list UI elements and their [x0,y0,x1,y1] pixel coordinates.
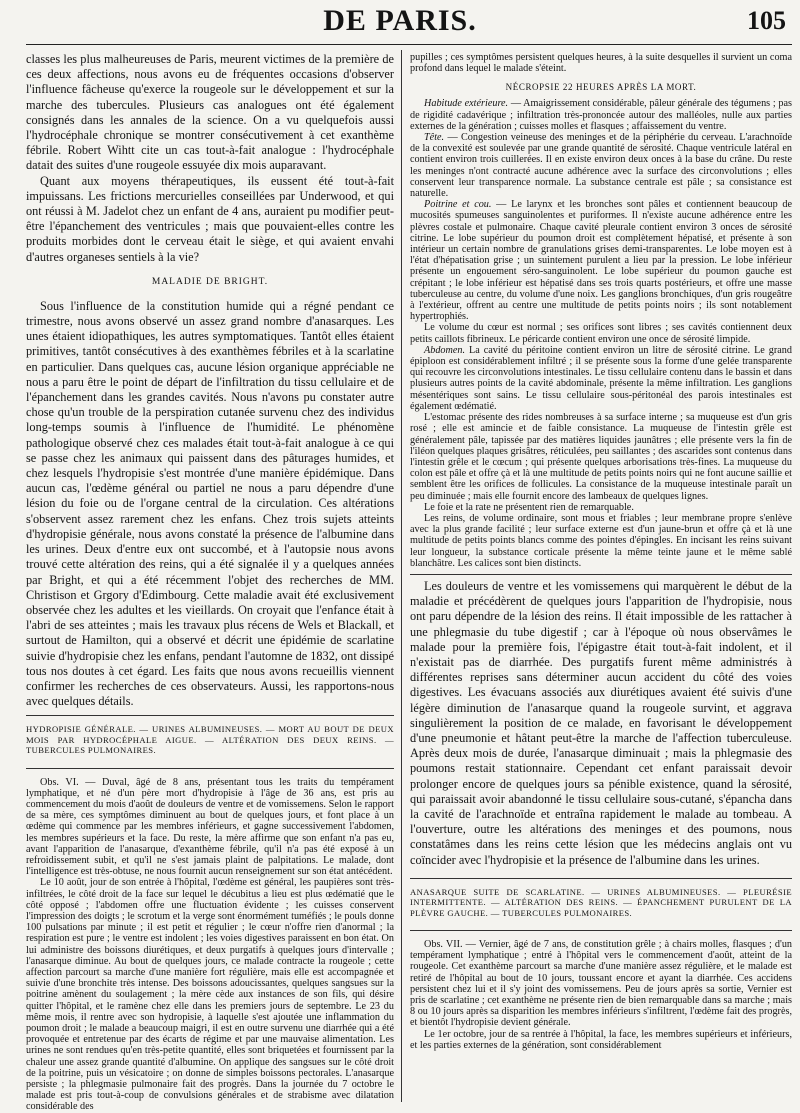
case-banner-obs6: HYDROPISIE GÉNÉRALE. — URINES ALBUMINEUSES. — MORT AU BOUT DE DEUX MOIS PAR HYDROCÉPHALE AIGUE. — ALTÉRATION DES DEUX REINS. — TUBERCULES PULMONAIRES. [26,724,394,756]
left-column [26,52,394,1113]
case-banner-obs7: ANASARQUE SUITE DE SCARLATINE. — URINES ALBUMINEUSES. — PLEURÉSIE INTERMITTENTE. — ALTÉRATION DES REINS. — ÉPANCHEMENT PURULENT DE LA PLÈVRE GAUCHE. — TUBERCULES PULMONAIRES. [410,886,792,918]
section-heading-bright: MALADIE DE BRIGHT. [151,276,269,287]
case-obs6-intro [26,777,394,878]
case-text: — Duval, âgé de 8 ans, présentant tous les traits du tempérament lymphatique, et né d'un père mort d'hydropisie à l'âge de 36 ans, est pris au commencement du mois d'août de douleurs de ventre et de vomissemens. Selon le rapport de sa mère, ces symptômes diminuent au bout de quelques jours, et font place à un œdème qui commence par les membres inférieurs, et gagne successivement l'abdomen, les membres supérieurs et la face. Du reste, la mère affirme que son enfant n'a pas eu, avant l'apparition de l'anasarque, d'exanthème fébrile, qu'il n'a pas été exposé à un refroidissement subit, et qu'il ne s'est jamais plaint de palpitations. Le malade, dont l'intelligence est très-obtuse, ne nous fournit aucun renseignement sur son état antécédent. [26,776,394,878]
necropsy-poitrine: Poitrine et cou. — Le larynx et les bronches sont pâles et contiennent beaucoup de mucosités spumeuses sanguinolentes et puriformes. Il n'existe aucune adhérence entre les plèvres costale et pulmonaire. Chaque cavité pleurale contient environ 3 onces de sérosité citrine. Le lobe supérieur du poumon droit est complètement hépatisé, et présente à son intérieur un certain nombre de granulations grises demi-transparentes. Le lobe moyen est à l'état d'hépatisation grise ; un suintement purulent a lieu par la pression. Le lobe inférieur présente un engouement séro-sanguinolent. Le lobe supérieur du poumon gauche est crépitant ; le lobe inférieur est hépatisé dans ses trois quarts postérieurs, et offre une masse tuberculeuse au centre, du volume d'une noix. Les ganglions bronchiques, d'un gris rougeâtre à l'extérieur, offrent au centre une multitude de petits points noirs ; ils sont notablement hypertrophiés. [410,199,792,323]
section-label: Abdomen. [424,344,466,356]
case-label: Obs. VII. [424,939,463,951]
rule [26,715,394,716]
necropsy-foie: Le foie et la rate ne présentent rien de remarquable. [424,501,634,513]
paragraph-bright-intro: Sous l'influence de la constitution humide qui a régné pendant ce trimestre, nous avons observé un assez grand nombre d'anasarques. Les unes étaient idiopathiques, les autres symptomatiques. Tantôt elles étaient primitives, tantôt consécutives à des exanthèmes fébriles et à la scarlatine en particulier. Dans quelques cas, aucune lésion organique appréciable ne nous a paru être le point de départ de l'infiltration du tissu cellulaire et de l'épanchement dans les grandes cavités. Nous n'avons pu constater autre chose qu'un trouble de la perspiration cutanée survenu chez des individus long-temps soumis à l'influence de l'humidité. Le phénomène pathologique observé chez ces malades était tout-à-fait analogue à ce qui se passe chez les animaux qui paissent dans des pâturages humides, et chez lesquels l'hydropisie s'est montrée d'une manière épidémique. Dans aucun cas, l'œdème général ou partiel ne nous a paru dépendre d'une lésion du foie ou de l'organe central de la circulation. Ces altérations s'observent assez rarement chez les enfans. Chez trois sujets atteints d'hydropisie générale, nous avons constaté la présence de l'albumine dans les urines. Deux d'entre eux ont succombé, et à l'autopsie nous avons trouvé cette altération des reins, qui a été signalée il y a quelques années par Bright, et qui a été récemment l'objet des recherches de MM. Christison et Grgory d'Edimbourg. Cette maladie avait été exclusivement observée chez les adultes et les vieillards. On croyait que l'enfance était à l'abri de ses atteintes ; mais les travaux plus récens de Wels et Blackall, et surtout de Hamilton, qui a observé et décrit une épidémie de scarlatine suivie d'hydropisie chez les enfans, pendant l'automne de 1832, ont dissipé tous nos doutes à cet égard. Les faits que nous avons recueillis viennent confirmer les recherches de ces observateurs. Aussi, les rapportons-nous avec quelques détails. [26,298,394,709]
right-column [410,52,792,1051]
paragraph-pupilles: pupilles ; ces symptômes persistent quelques heures, à la suite desquelles il survient un coma profond dans lequel le malade s'éteint. [410,52,792,75]
column-divider [401,50,402,1102]
paragraph-therapeutique: Quant aux moyens thérapeutiques, ils eussent été tout-à-fait impuissans. Les frictions mercurielles conseillées par Underwood, et qui ont réussi à M. Jadelot chez un enfant de 4 ans, auraient pu modifier peut-être l'épanchement des ventricules ; mais que pouvaient-elles contre les produits morbides dont le cerveau était le siège, et qui avaient envahi d'autres organeses sentiels à la vie? [26,173,394,264]
paragraph-commentary: Les douleurs de ventre et les vomissemens qui marquèrent le début de la maladie et précédèrent de quelques jours l'apparition de l'hydropisie, nous ont paru dépendre de la lésion des reins. Il était impossible de les rattacher à une phlegmasie du tube digestif ; car à l'époque où nous observâmes le malade pour la première fois, l'épigastre était tout-à-fait indolent, et il n'existait pas de diarrhée. Des purgatifs furent même administrés à différentes reprises sans déterminer aucun accident du côté des voies digestives. Les évacuans associés aux diurétiques avaient été suivis d'une légère diminution de l'anasarque quand la rougeole survint, et aggrava singulièrement la position de ce malade, en favorisant le développement d'une pneumonie et hâtant peut-être la marche de l'affection tuberculeuse. Après deux mois de durée, l'anasarque diminuait ; mais la phlegmasie des poumons restait stationnaire. Cependant cet enfant paraissait devoir prolonger encore de quelques jours sa pénible existence, quand la sérosité, qui paraissait avoir abandonné le tissu cellulaire sous-cutané, s'épancha dans la cavité de l'arachnoïde et entraîna rapidement le malade au tombeau. A l'ouverture, outre les altérations des meninges et des poumons, nous constatâmes dans les reins cette lésion que les médecins anglais ont vu coïncider avec l'hydropisie et la présence de l'albumine dans les urines. [410,578,792,867]
necropsy-heading: NÉCROPSIE 22 HEURES APRÈS LA MORT. [505,82,697,93]
rule [26,768,394,769]
case-obs7-intro [410,939,792,1029]
case-obs6-body: Le 10 août, jour de son entrée à l'hôpital, l'œdème est général, les paupières sont très-infiltrées, le côté droit de la face sur lequel le décubitus a lieu est plus œdématié que le côté opposé ; l'abdomen offre une fluctuation évidente ; les cuisses conservent l'impression des doigts ; le scrotum et la verge sont énormément tuméfiés ; le pouls donne 100 pulsations par minute ; il est petit et régulier ; le cœur n'offre rien d'anormal ; la respiration est pure ; le ventre est indolent ; les voies digestives paraissent en bon état. On lui administre des boissons diurétiques, et deux purgatifs à quelques jours d'intervalle ; l'anasarque diminue. Au bout de quelques jours, ce malade contracte la rougeole ; cette affection parcourt sa marche d'une manière fort régulière, mais elle est accompagnée et suivie d'une bronchite très intense. Des boissons adoucissantes, quelques sangsues sur la poitrine amènent du soulagement ; la mère cède aux instances de son fils, qui désire quitter l'hôpital, et le ramène chez elle dans les premiers jours de septembre. Le 23 du même mois, il rentre avec son hydropisie, à laquelle s'est ajoutée une inflammation du poumon droit ; le malade a beaucoup maigri, il est en outre survenu une diarrhée qui a été provoquée et entretenue par des écarts de régime et par une mauvaise alimentation. Les urines ne sont rendues qu'en très-petite quantité, elles sont briquetées et fournissent par la chaleur une assez grande quantité d'albumine. On applique des sangsues sur le côté droit de la poitrine, puis un vésicatoire ; on donne de simples boissons pectorales. L'anasarque persiste ; la phlegmasie pulmonaire fait des progrès. Dans la journée du 7 octobre le malade est pris tout-à-coup de convulsions générales et de strabisme avec dilatation considérable des [26,877,394,1113]
running-title: DE PARIS. [323,4,477,37]
page-number: 105 [747,6,786,35]
rule [410,574,792,575]
case-text: — Vernier, âgé de 7 ans, de constitution grêle ; à chairs molles, flasques ; d'un tempérament lymphatique ; entré à l'hôpital vers le commencement d'août, atteint de la rougeole. Cet exanthème parcourt sa marche d'une manière assez régulière, et le malade est retiré de l'hôpital au bout de 10 jours, toussant encore et ayant la diarrhée. Ces accidens persistent chez lui et il s'y joint des vomissemens. Peu de jours après sa sortie, Vernier est pris de scarlatine ; cet exanthème ne présente rien de bien remarquable dans sa marche ; mais 8 ou 10 jours après sa disparition les membres inférieurs s'infiltrent, l'œdème fait des progrès, et bientôt l'hydropisie devient générale. [410,939,792,1029]
section-label: Tête. [424,132,445,144]
necropsy-tete: Tête. — Congestion veineuse des meninges et de la périphérie du cerveau. L'arachnoïde de la convexité est soulevée par une grande quantité de sérosité. Chaque ventricule latéral en contient environ trois cuillerées. Il en existe environ deux onces à la base du crâne. Du reste les meninges n'ont contracté aucune adhérence avec la surface des circonvolutions ; elles conservent leur transparence normale. La substance centrale est pâle ; sa consistance est naturelle. [410,132,792,200]
rule [410,878,792,879]
necropsy-abdomen: Abdomen. La cavité du péritoine contient environ un litre de sérosité citrine. Le grand épiploon est considérablement infiltré ; il se présente sous la forme d'une gelée transparente qui recouvre les circonvolutions intestinales. Le tissu cellulaire contenu dans le bassin et dans plusieurs autres points de la cavité abdominale, présente la même infiltration. Les ganglions mésentériques sont sains. Le tissu cellulaire sous-péritonéal des parois intestinales est également œdématié. [410,344,792,412]
necropsy-habitude: Habitude extérieure. — Amaigrissement considérable, pâleur générale des tégumens ; pas de rigidité cadavérique ; infiltration très-prononcée autour des malléoles, nulle aux parties externes de la génération ; cuisses molles et flasques ; affaissement du ventre. [410,98,792,132]
necropsy-coeur: Le volume du cœur est normal ; ses orifices sont libres ; ses cavités contiennent deux petits caillots fibrineux. Le péricarde contient environ une once de sérosité limpide. [410,322,792,345]
necropsy-estomac: L'estomac présente des rides nombreuses à sa surface interne ; sa muqueuse est d'un gris rosé ; elle est amincie et de faible consistance. La muqueuse de l'intestin grêle est généralement pâle, tapissée par des matières liquides jaunâtres ; elle présente vers la fin de l'iléon quelques plaques grisâtres, réticulées, peu saillantes ; des ascarides sont contenus dans l'intestin grêle et le cœcum ; qui présente quelques arborisations très-fines. La muqueuse du colon est pâle et offre çà et là une multitude de petits points noirs qui ne font aucune saillie et semblent être les orifices de follicules. La consistance de la muqueuse intestinale paraît un peu diminuée ; mais elle fournit encore des lambeaux de quelques lignes. [410,412,792,502]
necropsy-reins: Les reins, de volume ordinaire, sont mous et friables ; leur membrane propre s'enlève avec la plus grande facilité ; leur surface externe est d'un jaune-brun et offre çà et là une multitude de petits points blancs comme des pointes d'épingles. En incisant les reins suivant leur longueur, la substance corticale présente la même teinte jaune et le même sablé blanchâtre. Les calices sont bien distincts. [410,512,792,569]
section-label: Habitude extérieure. [424,98,509,110]
rule [410,930,792,931]
page-header [0,0,800,44]
section-label: Poitrine et cou. [424,199,492,211]
paragraph-rougeole: classes les plus malheureuses de Paris, meurent victimes de la première de ces deux affections, nous avons eu de fréquentes occasions d'observer l'influence fâcheuse qu'exerce la rougeole sur le développement et sur la marche des tubercules. Plusieurs cas analogues ont été également consignés dans les annales de la science. On a vu quelquefois aussi l'hydrocéphale chronique se montrer consécutivement à cet exanthème fébrile. Robert Wihtt cite un cas tout-à-fait analogue : l'hydrocéphale datait des suites d'une rougeole essuyée dix mois auparavant. [26,52,394,173]
case-obs7-body: Le 1er octobre, jour de sa rentrée à l'hôpital, la face, les membres supérieurs et inférieurs, et les parties externes de la génération, sont considérablement [410,1028,792,1051]
case-label: Obs. VI. [40,776,79,788]
header-rule [26,44,792,45]
